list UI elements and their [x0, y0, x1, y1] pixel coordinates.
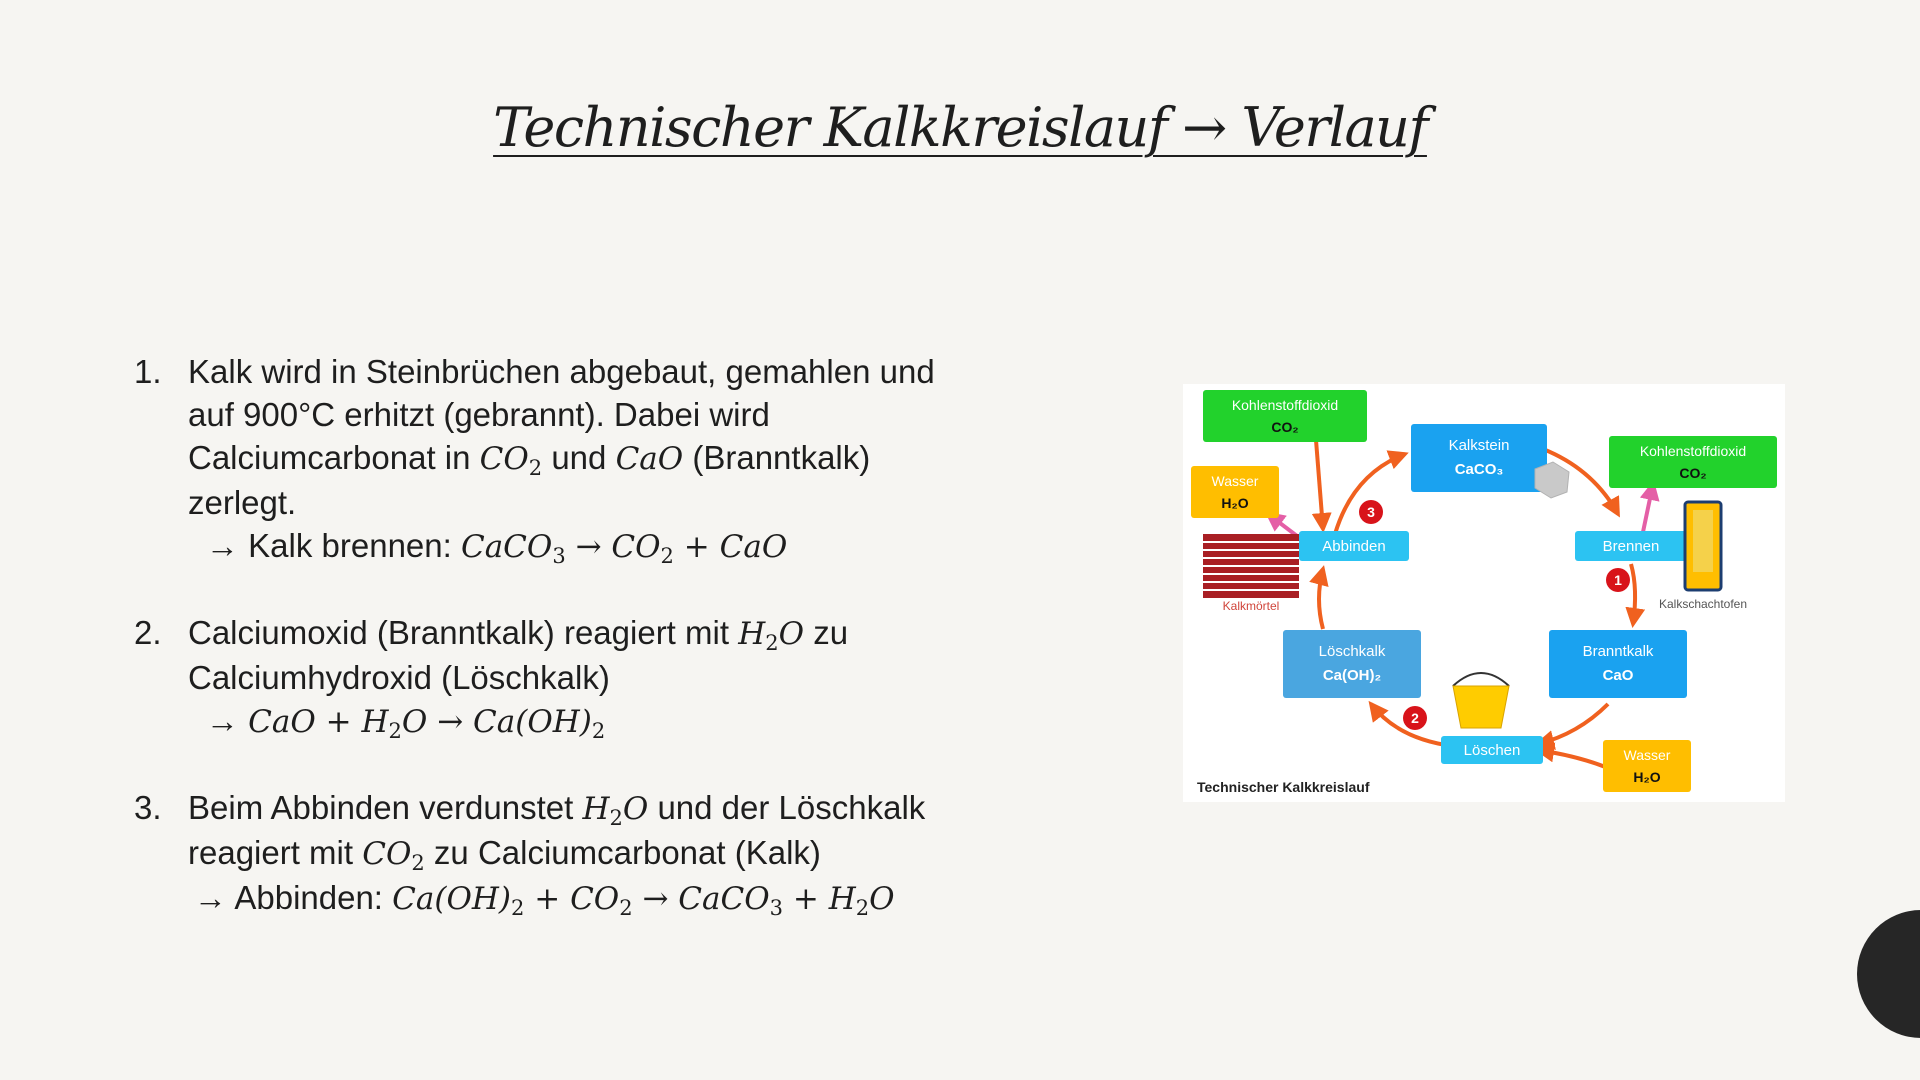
reaction-equation-3: → Abbinden: $Ca(OH)_2 + CO_2$ → CaCO$_3$ + $H_2O$: [194, 879, 895, 920]
formula-co2: $CO_2$: [362, 836, 425, 875]
step-item-1: [130, 350, 1030, 569]
arrow-branntkalk-to-loeschen: [1538, 704, 1608, 744]
step-item-2: [130, 611, 1030, 744]
step-text-line: zerlegt.: [188, 484, 297, 521]
diagram-label: Wasser: [1623, 747, 1671, 763]
step-number: 1.: [134, 353, 162, 390]
diagram-label: Kalkmörtel: [1222, 599, 1280, 613]
diagram-shape: [1693, 510, 1713, 572]
step-number: 2.: [134, 614, 162, 651]
lime-cycle-svg: [1183, 384, 1785, 802]
diagram-shape: [1453, 673, 1509, 686]
branntkalk-box: [1549, 630, 1687, 698]
diagram-label: Brennen: [1602, 538, 1660, 555]
brick-wall-icon: [1203, 534, 1299, 598]
slide-title: Technischer Kalkkreislauf → Verlauf: [493, 96, 1427, 159]
step-text-line: Kalk wird in Steinbrüchen abgebaut, gemahlen und: [188, 353, 935, 390]
diagram-shape: [1453, 686, 1509, 728]
formula-h2o: $H_2O$: [738, 616, 805, 655]
diagram-shape: [1268, 484, 1653, 539]
step-text-line: Calciumoxid (Branntkalk) reagiert mit $H_2O$ zu: [188, 614, 849, 655]
diagram-label: Löschen: [1463, 742, 1521, 759]
diagram-label: Abbinden: [1322, 538, 1386, 555]
diagram-label: Kalkschachtofen: [1658, 597, 1748, 611]
step-list: [130, 350, 1030, 963]
diagram-label: CaO: [1602, 667, 1634, 684]
step-text-line: auf 900°C erhitzt (gebrannt). Dabei wird: [188, 396, 770, 433]
diagram-label: Kalkstein: [1448, 437, 1510, 454]
step-text-line: Calciumcarbonat in $CO_2$ und CaO (Branntkalk): [188, 439, 871, 480]
diagram-label: Ca(OH)₂: [1322, 667, 1382, 684]
arrow-wasser-to-loeschen: [1538, 750, 1608, 768]
diagram-label: CO₂: [1271, 419, 1299, 435]
formula-cao: CaO: [615, 441, 684, 477]
diagram-label: CO₂: [1679, 465, 1707, 481]
diagram-label: Branntkalk: [1582, 643, 1654, 660]
step-text-line: Calciumhydroxid (Löschkalk): [188, 659, 610, 696]
arrow-brennen-to-co2: [1643, 484, 1653, 532]
stone-icon: [1535, 462, 1569, 498]
diagram-label: H₂O: [1633, 769, 1661, 785]
diagram-label: CaCO₃: [1454, 461, 1504, 478]
diagram-label: H₂O: [1221, 495, 1249, 511]
loeschkalk-box: [1283, 630, 1421, 698]
diagram-label: Kohlenstoffdioxid: [1639, 443, 1747, 459]
step-number: 3.: [134, 789, 162, 826]
arrow-loeschkalk-to-abbinden: [1319, 569, 1323, 629]
arrow-brennen-to-branntkalk: [1631, 564, 1635, 624]
diagram-label: 3: [1367, 504, 1375, 520]
diagram-caption: Technischer Kalkkreislauf: [1197, 779, 1370, 795]
step-item-3: [130, 786, 1030, 921]
corner-decoration-shape: [1857, 910, 1920, 1038]
arrow-co2-to-abbinden: [1316, 440, 1323, 529]
step-text-line: Beim Abbinden verdunstet $H_2O$ und der Löschkalk: [188, 789, 926, 830]
lime-cycle-diagram: [1183, 384, 1785, 802]
diagram-label: Löschkalk: [1318, 643, 1386, 660]
diagram-label: Wasser: [1211, 473, 1259, 489]
formula-h2o: $H_2O$: [582, 791, 649, 830]
diagram-label: 2: [1411, 710, 1419, 726]
diagram-label: 1: [1614, 572, 1622, 588]
diagram-shape: [1203, 542, 1299, 590]
kalkstein-box: [1411, 424, 1547, 492]
step-text-line: reagiert mit $CO_2$ zu Calciumcarbonat (Kalk): [188, 834, 821, 875]
formula-co2: $CO_2$: [479, 441, 543, 480]
bucket-icon: [1453, 673, 1509, 728]
reaction-equation-2: → CaO + $H_2O \to Ca(OH)_2$: [206, 702, 606, 743]
diagram-label: Kohlenstoffdioxid: [1231, 397, 1339, 413]
reaction-equation-1: → Kalk brennen: CaCO$_3$ → $CO_2$ + CaO: [206, 527, 788, 568]
